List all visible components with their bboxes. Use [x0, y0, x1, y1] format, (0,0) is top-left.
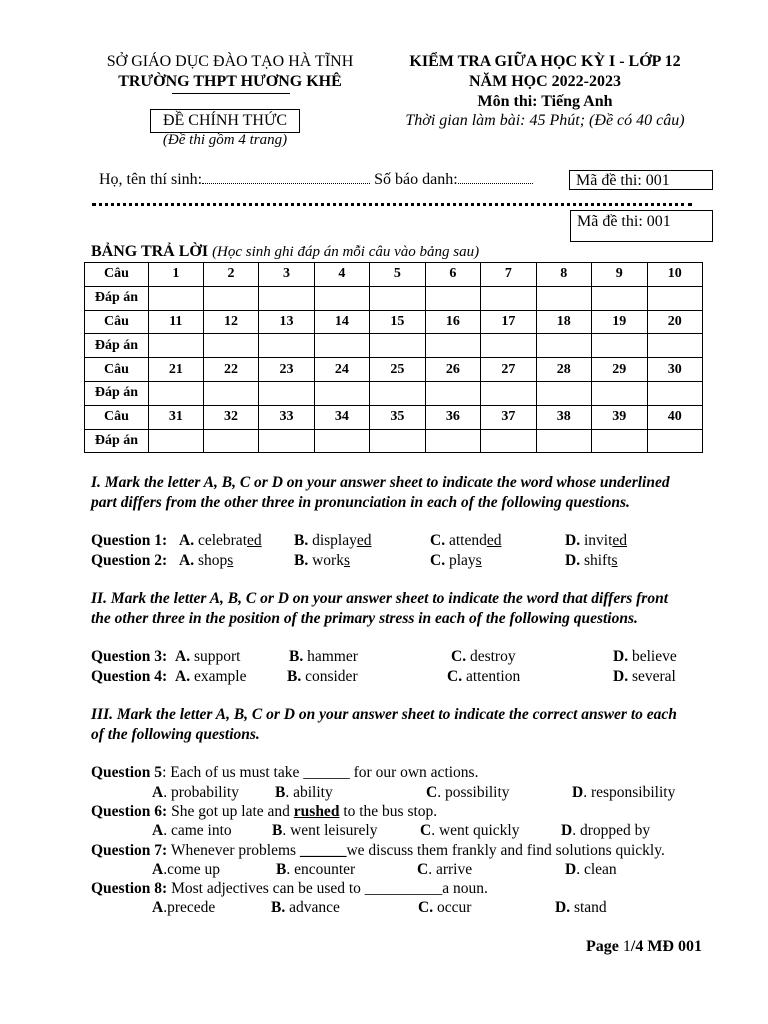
question-number-cell: 24 — [314, 358, 369, 382]
question-number-cell: 1 — [148, 263, 203, 287]
answer-cell[interactable] — [148, 286, 203, 310]
school-underline — [172, 93, 290, 94]
question-number-cell: 14 — [314, 310, 369, 334]
student-info-line — [99, 171, 533, 189]
q1-option-a[interactable]: A. celebrated — [179, 532, 262, 549]
answer-cell[interactable] — [592, 286, 647, 310]
question-number-cell: 3 — [259, 263, 314, 287]
answer-cell[interactable] — [536, 334, 591, 358]
q3-option-d[interactable]: D. believe — [613, 648, 677, 665]
question-number-cell: 32 — [203, 405, 258, 429]
q2-option-c[interactable]: C. plays — [430, 552, 482, 569]
question-number-cell: 16 — [425, 310, 480, 334]
question-4: Question 4: — [91, 668, 168, 685]
question-3: Question 3: — [91, 648, 168, 665]
section1-instruction-2: part differs from the other three in pronunciation in each of the following questions. — [91, 494, 630, 511]
q8-option-d[interactable]: D. stand — [555, 899, 607, 916]
question-number-cell: 29 — [592, 358, 647, 382]
q7-option-a[interactable]: A.come up — [152, 861, 221, 878]
answer-cell[interactable] — [536, 286, 591, 310]
answer-cell[interactable] — [370, 429, 425, 453]
exam-code-box-2: Mã đề thi: 001 — [570, 210, 713, 242]
question-number-cell: 8 — [536, 263, 591, 287]
question-number-cell: 30 — [647, 358, 703, 382]
answer-cell[interactable] — [314, 429, 369, 453]
question-number-cell: 2 — [203, 263, 258, 287]
answer-cell[interactable] — [647, 334, 703, 358]
answer-cell[interactable] — [148, 334, 203, 358]
school-year: NĂM HỌC 2022-2023 — [469, 73, 621, 90]
q4-option-a[interactable]: A. example — [175, 668, 247, 685]
answer-cell[interactable] — [481, 334, 536, 358]
q6-option-c[interactable]: C. went quickly — [420, 822, 520, 839]
q3-option-b[interactable]: B. hammer — [289, 648, 358, 665]
question-number-cell: 35 — [370, 405, 425, 429]
question-number-cell: 28 — [536, 358, 591, 382]
question-number-cell: 9 — [592, 263, 647, 287]
question-number-cell: 25 — [370, 358, 425, 382]
answer-row-questions — [85, 263, 703, 287]
question-number-cell: 27 — [481, 358, 536, 382]
question-2: Question 2: — [91, 552, 168, 569]
question-number-cell: 5 — [370, 263, 425, 287]
answer-table-note: (Học sinh ghi đáp án mỗi câu vào bảng sau) — [212, 244, 480, 260]
name-field[interactable] — [202, 173, 370, 184]
row-label-dap-an: Đáp án — [85, 286, 149, 310]
answer-row-questions — [85, 405, 703, 429]
section3-instruction-1: III. Mark the letter A, B, C or D on your answer sheet to indicate the correct answer to each — [91, 706, 677, 723]
q1-option-d[interactable]: D. invited — [565, 532, 628, 549]
dept-name: SỞ GIÁO DỤC ĐÀO TẠO HÀ TĨNH — [106, 53, 354, 70]
question-5: Question 5: Each of us must take ______ for our own actions. — [91, 764, 479, 781]
answer-cell[interactable] — [203, 334, 258, 358]
answer-cell[interactable] — [203, 381, 258, 405]
q5-option-d[interactable]: D. responsibility — [572, 784, 676, 801]
question-number-cell: 36 — [425, 405, 480, 429]
q2-option-a[interactable]: A. shops — [179, 552, 234, 569]
q2-option-b[interactable]: B. works — [294, 552, 350, 569]
answer-cell[interactable] — [647, 429, 703, 453]
row-label-dap-an: Đáp án — [85, 429, 149, 453]
question-number-cell: 18 — [536, 310, 591, 334]
q4-option-c[interactable]: C. attention — [447, 668, 521, 685]
question-number-cell: 38 — [536, 405, 591, 429]
question-number-cell: 6 — [425, 263, 480, 287]
answer-table-title: BẢNG TRẢ LỜI — [91, 243, 209, 260]
answer-cell[interactable] — [647, 381, 703, 405]
question-number-cell: 31 — [148, 405, 203, 429]
answer-cell[interactable] — [370, 334, 425, 358]
q5-option-c[interactable]: C. possibility — [426, 784, 510, 801]
answer-cell[interactable] — [425, 286, 480, 310]
row-label-cau: Câu — [85, 358, 149, 382]
answer-cell[interactable] — [592, 381, 647, 405]
question-number-cell: 39 — [592, 405, 647, 429]
row-label-cau: Câu — [85, 310, 149, 334]
q7-option-b[interactable]: B. encounter — [276, 861, 356, 878]
q8-option-c[interactable]: C. occur — [418, 899, 472, 916]
section2-instruction-1: II. Mark the letter A, B, C or D on your answer sheet to indicate the word that differs front — [91, 590, 669, 607]
sbd-label: Số báo danh: — [374, 171, 458, 188]
answer-cell[interactable] — [425, 381, 480, 405]
q4-option-b[interactable]: B. consider — [287, 668, 358, 685]
q8-option-b[interactable]: B. advance — [271, 899, 340, 916]
answer-cell[interactable] — [259, 429, 314, 453]
sbd-field[interactable] — [458, 173, 533, 184]
answer-cell[interactable] — [481, 381, 536, 405]
question-number-cell: 37 — [481, 405, 536, 429]
exam-code-box-1: Mã đề thi: 001 — [569, 170, 713, 190]
answer-cell[interactable] — [592, 334, 647, 358]
answer-cell[interactable] — [481, 286, 536, 310]
answer-cell[interactable] — [647, 286, 703, 310]
question-number-cell: 34 — [314, 405, 369, 429]
question-number-cell: 23 — [259, 358, 314, 382]
q1-option-c[interactable]: C. attended — [430, 532, 502, 549]
name-label: Họ, tên thí sinh: — [99, 171, 203, 188]
q3-option-a[interactable]: A. support — [175, 648, 241, 665]
q1-option-b[interactable]: B. displayed — [294, 532, 372, 549]
row-label-cau: Câu — [85, 405, 149, 429]
answer-cell[interactable] — [314, 286, 369, 310]
q2-option-d[interactable]: D. shifts — [565, 552, 618, 569]
answer-row-questions — [85, 358, 703, 382]
question-number-cell: 15 — [370, 310, 425, 334]
exam-time: Thời gian làm bài: 45 Phút; (Đề có 40 câu) — [405, 112, 685, 129]
answer-cell[interactable] — [203, 429, 258, 453]
answer-cell[interactable] — [425, 429, 480, 453]
section1-instruction-1: I. Mark the letter A, B, C or D on your answer sheet to indicate the word whose underlined — [91, 474, 670, 491]
q7-option-d[interactable]: D. clean — [565, 861, 617, 878]
question-number-cell: 20 — [647, 310, 703, 334]
answer-row-answers — [85, 286, 703, 310]
answer-table-heading — [91, 243, 479, 261]
question-number-cell: 10 — [647, 263, 703, 287]
cut-line — [92, 195, 692, 206]
question-number-cell: 4 — [314, 263, 369, 287]
q4-option-d[interactable]: D. several — [613, 668, 676, 685]
answer-cell[interactable] — [536, 429, 591, 453]
question-number-cell: 33 — [259, 405, 314, 429]
page-footer: Page 1/4 MĐ 001 — [586, 938, 702, 955]
answer-cell[interactable] — [148, 381, 203, 405]
answer-row-answers — [85, 429, 703, 453]
q8-option-a[interactable]: A.precede — [152, 899, 216, 916]
section3-instruction-2: of the following questions. — [91, 726, 260, 743]
question-number-cell: 40 — [647, 405, 703, 429]
q6-option-d[interactable]: D. dropped by — [561, 822, 651, 839]
question-number-cell: 11 — [148, 310, 203, 334]
pages-note: (Đề thi gồm 4 trang) — [162, 132, 288, 148]
answer-cell[interactable] — [259, 286, 314, 310]
question-number-cell: 13 — [259, 310, 314, 334]
answer-cell[interactable] — [536, 381, 591, 405]
q7-option-c[interactable]: C. arrive — [417, 861, 473, 878]
question-number-cell: 19 — [592, 310, 647, 334]
question-7: Question 7: Whenever problems ______we discuss them frankly and find solutions quickly. — [91, 842, 665, 859]
question-number-cell: 21 — [148, 358, 203, 382]
q5-option-a[interactable]: A. probability — [152, 784, 239, 801]
answer-row-answers — [85, 381, 703, 405]
subject: Môn thi: Tiếng Anh — [477, 93, 613, 110]
question-number-cell: 17 — [481, 310, 536, 334]
row-label-dap-an: Đáp án — [85, 334, 149, 358]
row-label-cau: Câu — [85, 263, 149, 287]
question-number-cell: 7 — [481, 263, 536, 287]
question-8: Question 8: Most adjectives can be used to __________a noun. — [91, 880, 488, 897]
answer-cell[interactable] — [425, 334, 480, 358]
answer-row-questions — [85, 310, 703, 334]
answer-cell[interactable] — [203, 286, 258, 310]
answer-cell[interactable] — [259, 381, 314, 405]
answer-cell[interactable] — [314, 334, 369, 358]
answer-table — [84, 262, 703, 453]
q6-option-b[interactable]: B. went leisurely — [272, 822, 378, 839]
question-number-cell: 26 — [425, 358, 480, 382]
answer-cell[interactable] — [592, 429, 647, 453]
answer-cell[interactable] — [481, 429, 536, 453]
question-6: Question 6: She got up late and rushed to the bus stop. — [91, 803, 438, 820]
q5-option-b[interactable]: B. ability — [275, 784, 333, 801]
answer-cell[interactable] — [370, 286, 425, 310]
row-label-dap-an: Đáp án — [85, 381, 149, 405]
answer-cell[interactable] — [314, 381, 369, 405]
answer-cell[interactable] — [370, 381, 425, 405]
q3-option-c[interactable]: C. destroy — [451, 648, 516, 665]
question-number-cell: 22 — [203, 358, 258, 382]
answer-cell[interactable] — [148, 429, 203, 453]
answer-cell[interactable] — [259, 334, 314, 358]
official-badge: ĐỀ CHÍNH THỨC — [150, 109, 300, 133]
answer-row-answers — [85, 334, 703, 358]
exam-title: KIỂM TRA GIỮA HỌC KỲ I - LỚP 12 — [409, 53, 681, 70]
question-1: Question 1: — [91, 532, 168, 549]
school-name: TRƯỜNG THPT HƯƠNG KHÊ — [118, 73, 342, 90]
question-number-cell: 12 — [203, 310, 258, 334]
section2-instruction-2: the other three in the position of the primary stress in each of the following questions. — [91, 610, 638, 627]
q6-option-a[interactable]: A. came into — [152, 822, 232, 839]
